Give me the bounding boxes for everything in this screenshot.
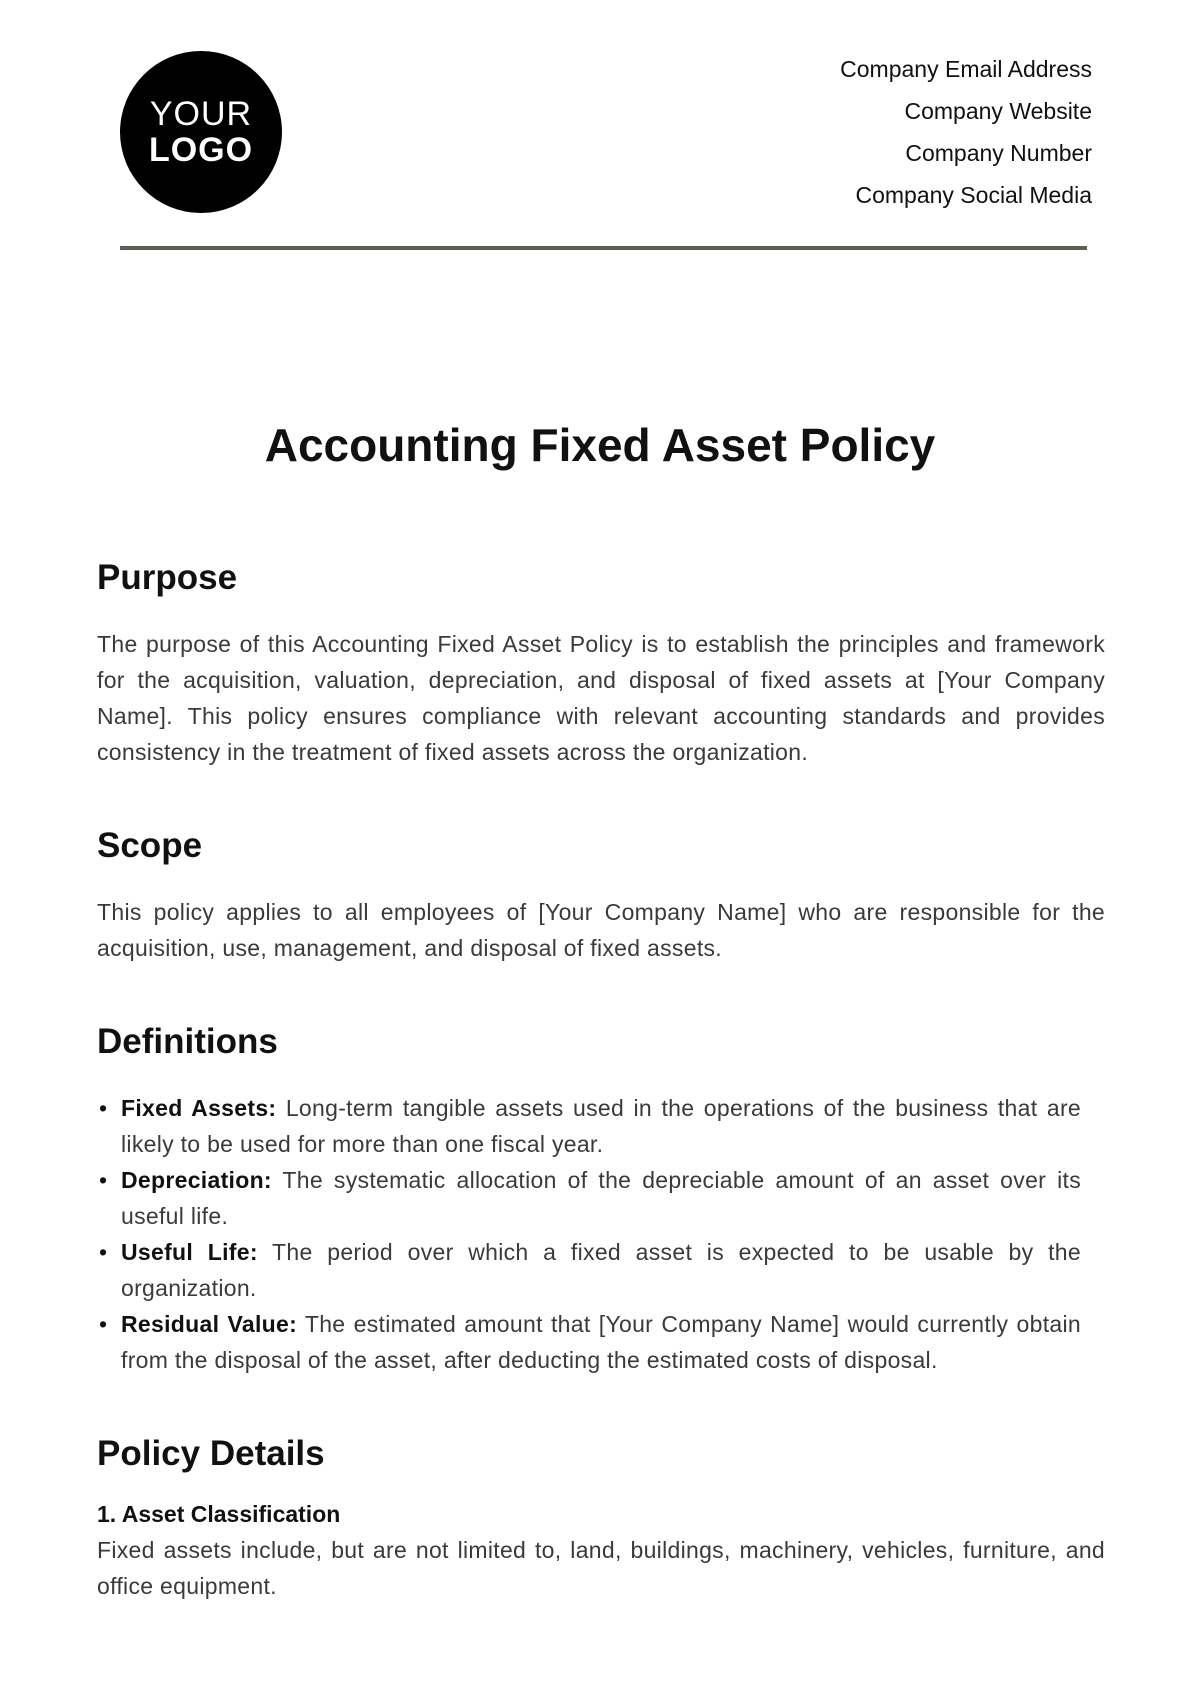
scope-heading: Scope	[97, 826, 203, 865]
definitions-list	[97, 1090, 1081, 1378]
company-number: Company Number	[905, 140, 1092, 166]
purpose-text: The purpose of this Accounting Fixed Asset Policy is to establish the principles and framework for the acquisition, valuation, depreciation, and disposal of fixed assets at [Your Company Name]. This policy ensures compliance with relevant accounting standards and provides consistency in the treatment of fixed assets across the organization.	[97, 631, 1105, 765]
definition-item	[99, 1306, 1081, 1378]
asset-classification-heading: 1. Asset Classification	[97, 1501, 341, 1527]
definition-item	[99, 1162, 1081, 1234]
policy-details-section	[97, 1432, 1105, 1604]
header-divider	[120, 246, 1087, 250]
definition-text: The estimated amount that [Your Company Name] would currently obtain from the disposal of the asset, after deducting the estimated costs of disposal.	[121, 1311, 1081, 1373]
scope-section	[97, 824, 1105, 966]
purpose-heading: Purpose	[97, 558, 238, 597]
logo-text-line2: LOGO	[148, 131, 254, 169]
company-contact-block	[840, 53, 1092, 221]
definition-text: Long-term tangible assets used in the operations of the business that are likely to be used for more than one fiscal year.	[121, 1095, 1082, 1157]
bullet-icon: •	[99, 1167, 108, 1193]
purpose-section	[97, 556, 1105, 770]
definition-item	[99, 1234, 1081, 1306]
bullet-icon: •	[99, 1239, 108, 1265]
policy-details-heading: Policy Details	[97, 1434, 325, 1473]
bullet-icon: •	[99, 1311, 108, 1337]
definition-text: The systematic allocation of the depreciable amount of an asset over its useful life.	[121, 1167, 1081, 1229]
definition-item	[99, 1090, 1082, 1162]
company-social-media: Company Social Media	[855, 182, 1092, 208]
definitions-section	[97, 1020, 1105, 1378]
definition-term: Depreciation:	[121, 1167, 272, 1193]
scope-text: This policy applies to all employees of [Your Company Name] who are responsible for the acquisition, use, management, and disposal of fixed assets.	[97, 899, 1105, 961]
company-logo	[120, 51, 282, 213]
definitions-heading: Definitions	[97, 1022, 278, 1061]
definition-term: Useful Life:	[121, 1239, 258, 1265]
document-title: Accounting Fixed Asset Policy	[264, 419, 936, 471]
logo-text-line1: YOUR	[149, 95, 253, 133]
definition-term: Fixed Assets:	[121, 1095, 277, 1121]
document-body	[97, 556, 1105, 1604]
asset-classification-text: Fixed assets include, but are not limited to, land, buildings, machinery, vehicles, furniture, and office equipment.	[97, 1537, 1105, 1599]
definition-term: Residual Value:	[121, 1311, 298, 1337]
definition-text: The period over which a fixed asset is expected to be usable by the organization.	[121, 1239, 1081, 1301]
company-email: Company Email Address	[840, 56, 1092, 82]
company-website: Company Website	[904, 98, 1092, 124]
bullet-icon: •	[99, 1095, 108, 1121]
